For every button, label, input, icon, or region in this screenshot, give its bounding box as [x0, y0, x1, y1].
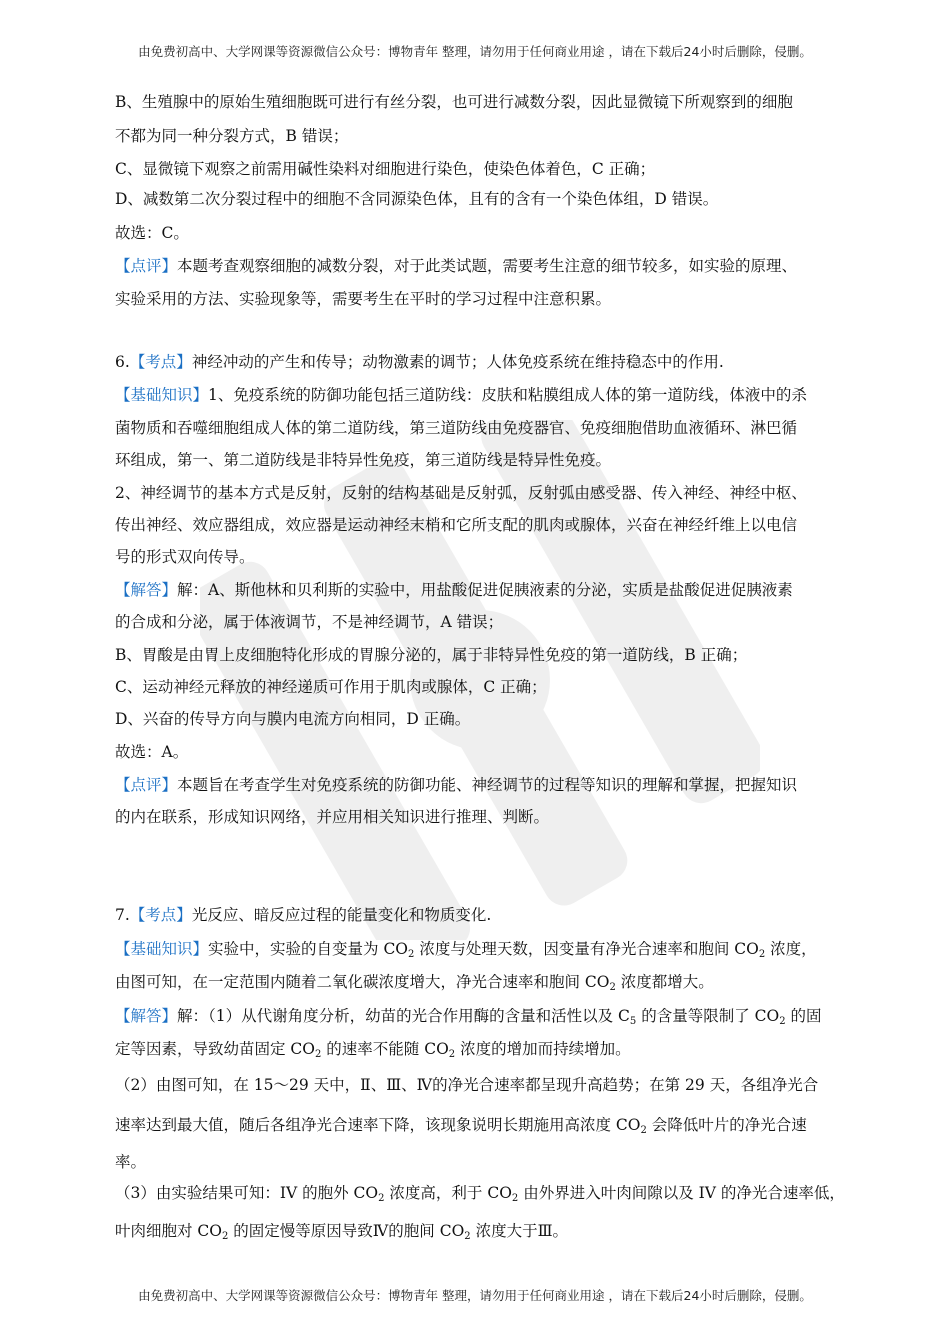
q6-answer-line2: 的合成和分泌，属于体液调节，不是神经调节，A 错误； [115, 613, 504, 631]
q6-basic-line5: 传出神经、效应器组成，效应器是运动神经末梢和它所支配的肌肉或腺体，兴奋在神经纤维上以电信 [115, 516, 798, 534]
q6-review-line1: 【点评】本题旨在考查学生对免疫系统的防御功能、神经调节的过程等知识的理解和掌握，把握知识 [115, 776, 798, 794]
q7-basic-line1: 【基础知识】实验中，实验的自变量为 $CO_2$ 浓度与处理天数，因变量有净光合速率和胞间 $CO_2$ 浓度， [115, 940, 817, 960]
page-header: 由免费初高中、大学网课等资源微信公众号：博物青年 整理，请勿用于任何商业用途 ，请在下载后24小时后删除，侵删。 [138, 44, 812, 59]
q6-basic-line4: 2、神经调节的基本方式是反射，反射的结构基础是反射弧，反射弧由感受器、传入神经、神经中枢、 [115, 484, 807, 502]
q6-answer-line1: 【解答】解：A、斯他林和贝利斯的实验中，用盐酸促进促胰液素的分泌，实质是盐酸促进促胰液素 [115, 581, 793, 599]
q7-part2-line3: 率。 [115, 1153, 147, 1171]
point-tag: 【考点】 [129, 906, 192, 924]
basic-tag: 【基础知识】 [115, 940, 209, 958]
q5-option-b-line2: 不都为同一种分裂方式，B 错误； [115, 127, 349, 145]
q7-part2-line2: 速率达到最大值，随后各组净光合速率下降，该现象说明长期施用高浓度 $CO_2$ 会降低叶片的净光合速 [115, 1116, 807, 1136]
page-footer: 由免费初高中、大学网课等资源微信公众号：博物青年 整理，请勿用于任何商业用途 ，请在下载后24小时后删除，侵删。 [138, 1288, 812, 1303]
q5-choice: 故选：C。 [115, 224, 189, 242]
q5-option-d: D、减数第二次分裂过程中的细胞不含同源染色体，且有的含有一个染色体组，D 错误。 [115, 190, 719, 208]
q5-review-line1: 【点评】本题考查观察细胞的减数分裂，对于此类试题，需要考生注意的细节较多，如实验的原理、 [115, 257, 798, 275]
q6-option-d: D、兴奋的传导方向与膜内电流方向相同，D 正确。 [115, 710, 471, 728]
point-tag: 【考点】 [129, 353, 192, 371]
q7-part3-line2: 叶肉细胞对 $CO_2$ 的固定慢等原因导致Ⅳ的胞间 $CO_2$ 浓度大于Ⅲ。 [115, 1222, 569, 1242]
answer-tag: 【解答】 [115, 581, 178, 599]
q6-choice: 故选：A。 [115, 743, 189, 761]
q7-basic-line2: 由图可知，在一定范围内随着二氧化碳浓度增大，净光合速率和胞间 $CO_2$ 浓度都增大。 [115, 973, 714, 993]
q6-basic-line1: 【基础知识】1、免疫系统的防御功能包括三道防线：皮肤和粘膜组成人体的第一道防线，体液中的杀 [115, 386, 807, 404]
q6-option-c: C、运动神经元释放的神经递质可作用于肌肉或腺体，C 正确； [115, 678, 547, 696]
q6-review-line2: 的内在联系，形成知识网络，并应用相关知识进行推理、判断。 [115, 808, 550, 826]
q5-option-b-line1: B、生殖腺中的原始生殖细胞既可进行有丝分裂，也可进行减数分裂，因此显微镜下所观察到的细胞 [115, 93, 793, 111]
q6-option-b: B、胃酸是由胃上皮细胞特化形成的胃腺分泌的，属于非特异性免疫的第一道防线，B 正确； [115, 646, 748, 664]
q5-option-c: C、显微镜下观察之前需用碱性染料对细胞进行染色，使染色体着色，C 正确； [115, 160, 656, 178]
q5-review-line2: 实验采用的方法、实验现象等，需要考生在平时的学习过程中注意积累。 [115, 290, 612, 308]
q6-point: 6.【考点】神经冲动的产生和传导；动物激素的调节；人体免疫系统在维持稳态中的作用. [115, 353, 724, 371]
q7-point: 7.【考点】光反应、暗反应过程的能量变化和物质变化. [115, 906, 492, 924]
review-tag: 【点评】 [115, 257, 178, 275]
answer-tag: 【解答】 [115, 1007, 178, 1025]
q7-answer-line1: 【解答】解：（1）从代谢角度分析，幼苗的光合作用酶的含量和活性以及 $C_5$ 的含量等限制了 $CO_2$ 的固 [115, 1007, 822, 1027]
basic-tag: 【基础知识】 [115, 386, 209, 404]
q6-basic-line3: 环组成，第一、第二道防线是非特异性免疫，第三道防线是特异性免疫。 [115, 451, 612, 469]
review-tag: 【点评】 [115, 776, 178, 794]
q6-basic-line6: 号的形式双向传导。 [115, 548, 255, 566]
q7-answer-line2: 定等因素，导致幼苗固定 $CO_2$ 的速率不能随 $CO_2$ 浓度的增加而持续增加。 [115, 1040, 631, 1060]
q7-part3-line1: （3）由实验结果可知：IV 的胞外 $CO_2$ 浓度高，利于 $CO_2$ 由外界进入叶肉间隙以及 IV 的净光合速率低， [115, 1184, 845, 1204]
q7-part2-line1: （2）由图可知，在 15～29 天中，Ⅱ、Ⅲ、Ⅳ的净光合速率都呈现升高趋势；在第 29 天，各组净光合 [115, 1076, 819, 1094]
q6-basic-line2: 菌物质和吞噬细胞组成人体的第二道防线，第三道防线由免疫器官、免疫细胞借助血液循环、淋巴循 [115, 419, 798, 437]
